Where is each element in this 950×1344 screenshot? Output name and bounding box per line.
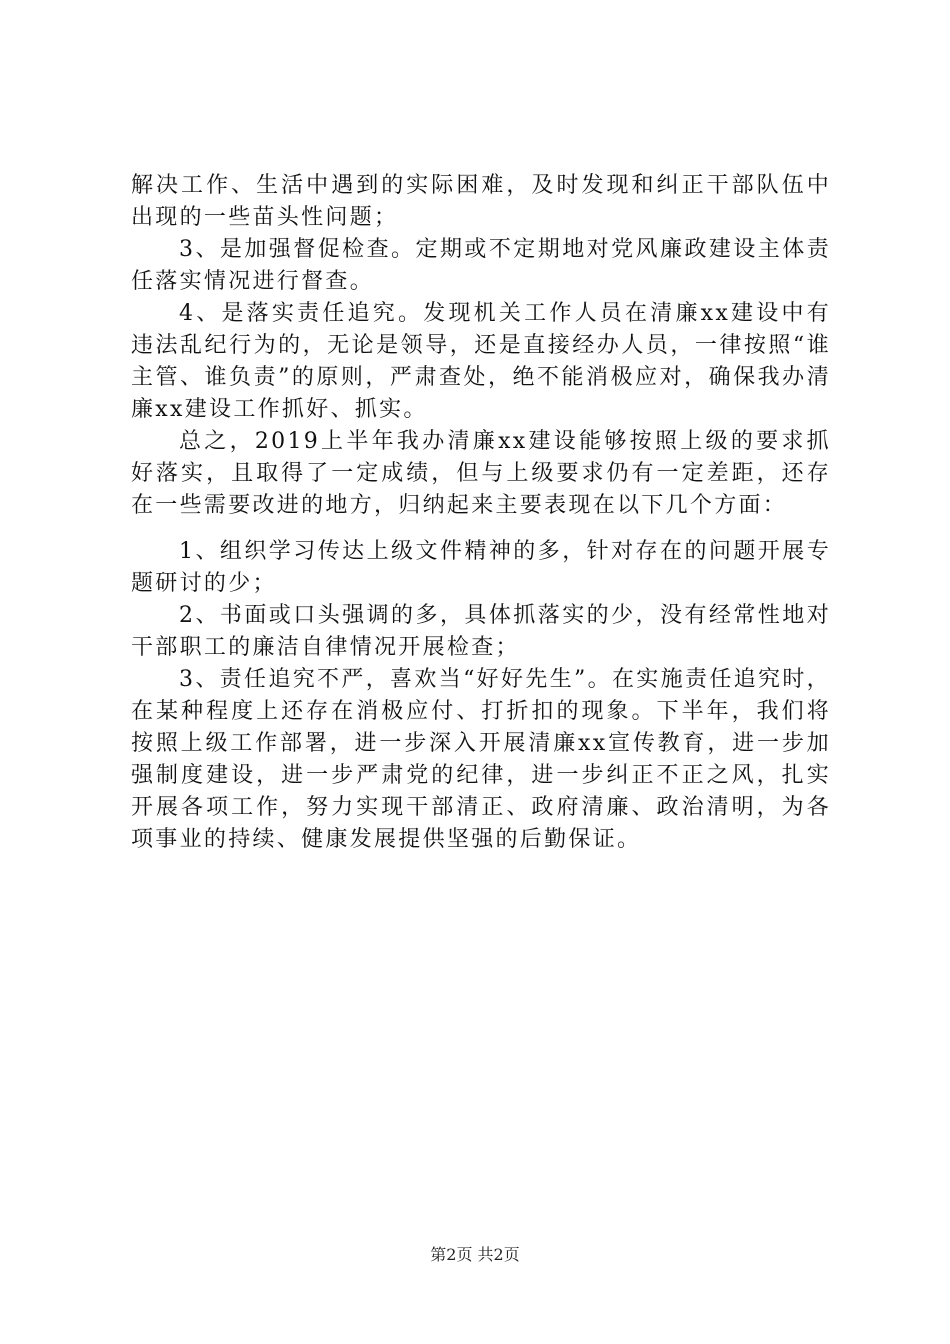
paragraph-item-4-accountability: 4、是落实责任追究。发现机关工作人员在清廉xx建设中有违法乱纪行为的，无论是领导，还是直接经办人员，一律按照“谁主管、谁负责”的原则，严肃查处，绝不能消极应对，确保我办清廉xx建设工作抓好、抓实。 — [131, 301, 831, 422]
paragraph-summary: 总之，2019上半年我办清廉xx建设能够按照上级的要求抓好落实，且取得了一定成绩，但与上级要求仍有一定差距，还存在一些需要改进的地方，归纳起来主要表现在以下几个方面： — [131, 429, 831, 518]
paragraph-issue-1: 1、组织学习传达上级文件精神的多，针对存在的问题开展专题研讨的少； — [131, 539, 831, 596]
paragraph-continuation: 解决工作、生活中遇到的实际困难，及时发现和纠正干部队伍中出现的一些苗头性问题； — [131, 173, 831, 230]
paragraph-issue-2: 2、书面或口头强调的多，具体抓落实的少，没有经常性地对干部职工的廉洁自律情况开展检查； — [131, 603, 831, 660]
paragraph-issue-3: 3、责任追究不严，喜欢当“好好先生”。在实施责任追究时，在某种程度上还存在消极应付、打折扣的现象。下半年，我们将按照上级工作部署，进一步深入开展清廉xx宣传教育，进一步加强制度建设，进一步严肃党的纪律，进一步纠正不正之风，扎实开展各项工作，努力实现干部清正、政府清廉、政治清明，为各项事业的持续、健康发展提供坚强的后勤保证。 — [131, 667, 831, 852]
page-footer: 第2页 共2页 — [430, 1245, 520, 1264]
document-body — [131, 170, 831, 856]
paragraph-item-3-supervision: 3、是加强督促检查。定期或不定期地对党风廉政建设主体责任落实情况进行督查。 — [131, 237, 831, 294]
